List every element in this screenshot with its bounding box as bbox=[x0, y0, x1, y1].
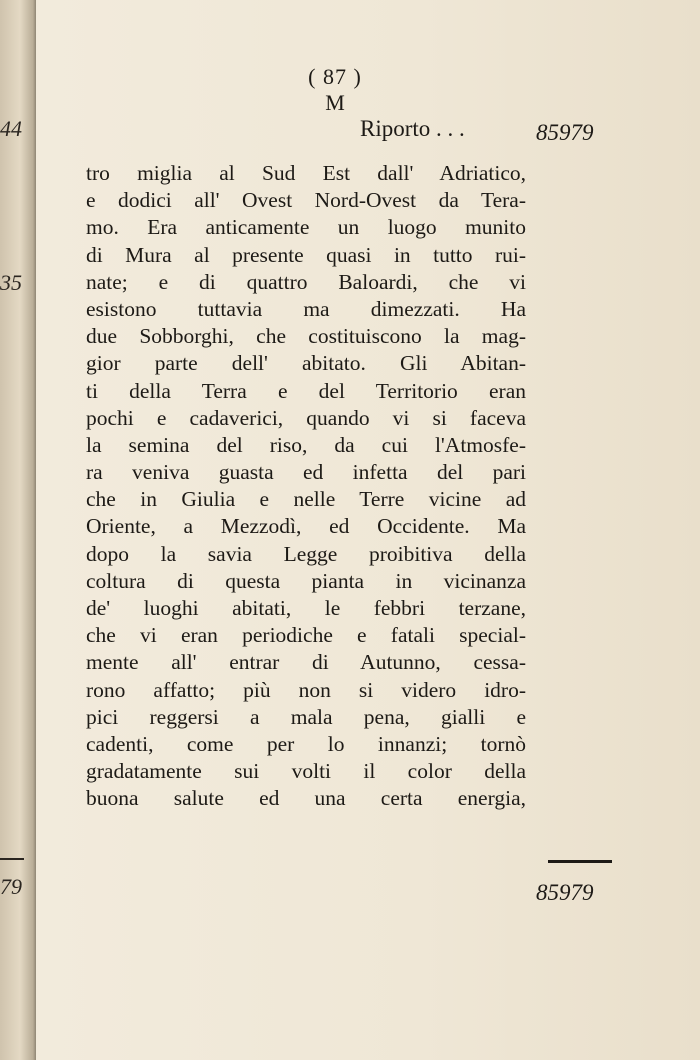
text-line: gior parte dell' abitato. Gli Abitan- bbox=[86, 351, 526, 376]
text-line: cadenti, come per lo innanzi; tornò bbox=[86, 731, 526, 756]
text-line: esistono tuttavia ma dimezzati. Ha bbox=[86, 296, 526, 321]
body-text bbox=[86, 160, 526, 813]
text-line: due Sobborghi, che costituiscono la mag- bbox=[86, 324, 526, 349]
footer-rule bbox=[548, 860, 612, 863]
text-line: ra veniva guasta ed infetta del pari bbox=[86, 460, 526, 485]
text-line: ti della Terra e del Territorio eran bbox=[86, 378, 526, 403]
text-line: pici reggersi a mala pena, gialli e bbox=[86, 704, 526, 729]
text-line: mo. Era anticamente un luogo munito bbox=[86, 215, 526, 240]
binding-gutter bbox=[0, 0, 36, 1060]
text-line: rono affatto; più non si videro idro- bbox=[86, 677, 526, 702]
previous-page-margin-number: 79 bbox=[0, 874, 22, 899]
text-line: gradatamente sui volti il color della bbox=[86, 759, 526, 784]
text-line: Oriente, a Mezzodì, ed Occidente. Ma bbox=[86, 514, 526, 539]
text-line: coltura di questa pianta in vicinanza bbox=[86, 568, 526, 593]
text-line: mente all' entrar di Autunno, cessa- bbox=[86, 650, 526, 675]
signature-mark: M bbox=[325, 90, 345, 115]
text-line: nate; e di quattro Baloardi, che vi bbox=[86, 269, 526, 294]
text-line: che vi eran periodiche e fatali special- bbox=[86, 623, 526, 648]
footer-carry-forward-value: 85979 bbox=[536, 880, 594, 905]
previous-page-margin-number: 35 bbox=[0, 270, 22, 295]
text-line: de' luoghi abitati, le febbri terzane, bbox=[86, 596, 526, 620]
text-line: tro miglia al Sud Est dall' Adriatico, bbox=[86, 161, 526, 185]
text-line: e dodici all' Ovest Nord-Ovest da Tera- bbox=[86, 188, 526, 213]
page-number: ( 87 ) bbox=[308, 64, 362, 89]
text-line: di Mura al presente quasi in tutto rui- bbox=[86, 242, 526, 267]
carry-forward-value: 85979 bbox=[536, 120, 594, 145]
text-line: buona salute ed una certa energia, bbox=[86, 786, 526, 811]
carry-forward-label: Riporto . . . bbox=[360, 116, 465, 141]
text-line: la semina del riso, da cui l'Atmosfe- bbox=[86, 432, 526, 457]
previous-page-margin-number: 44 bbox=[0, 116, 22, 141]
previous-page-rule bbox=[0, 858, 24, 860]
text-line: che in Giulia e nelle Terre vicine ad bbox=[86, 487, 526, 512]
text-line: dopo la savia Legge proibitiva della bbox=[86, 541, 526, 566]
text-line: pochi e cadaverici, quando vi si faceva bbox=[86, 405, 526, 430]
